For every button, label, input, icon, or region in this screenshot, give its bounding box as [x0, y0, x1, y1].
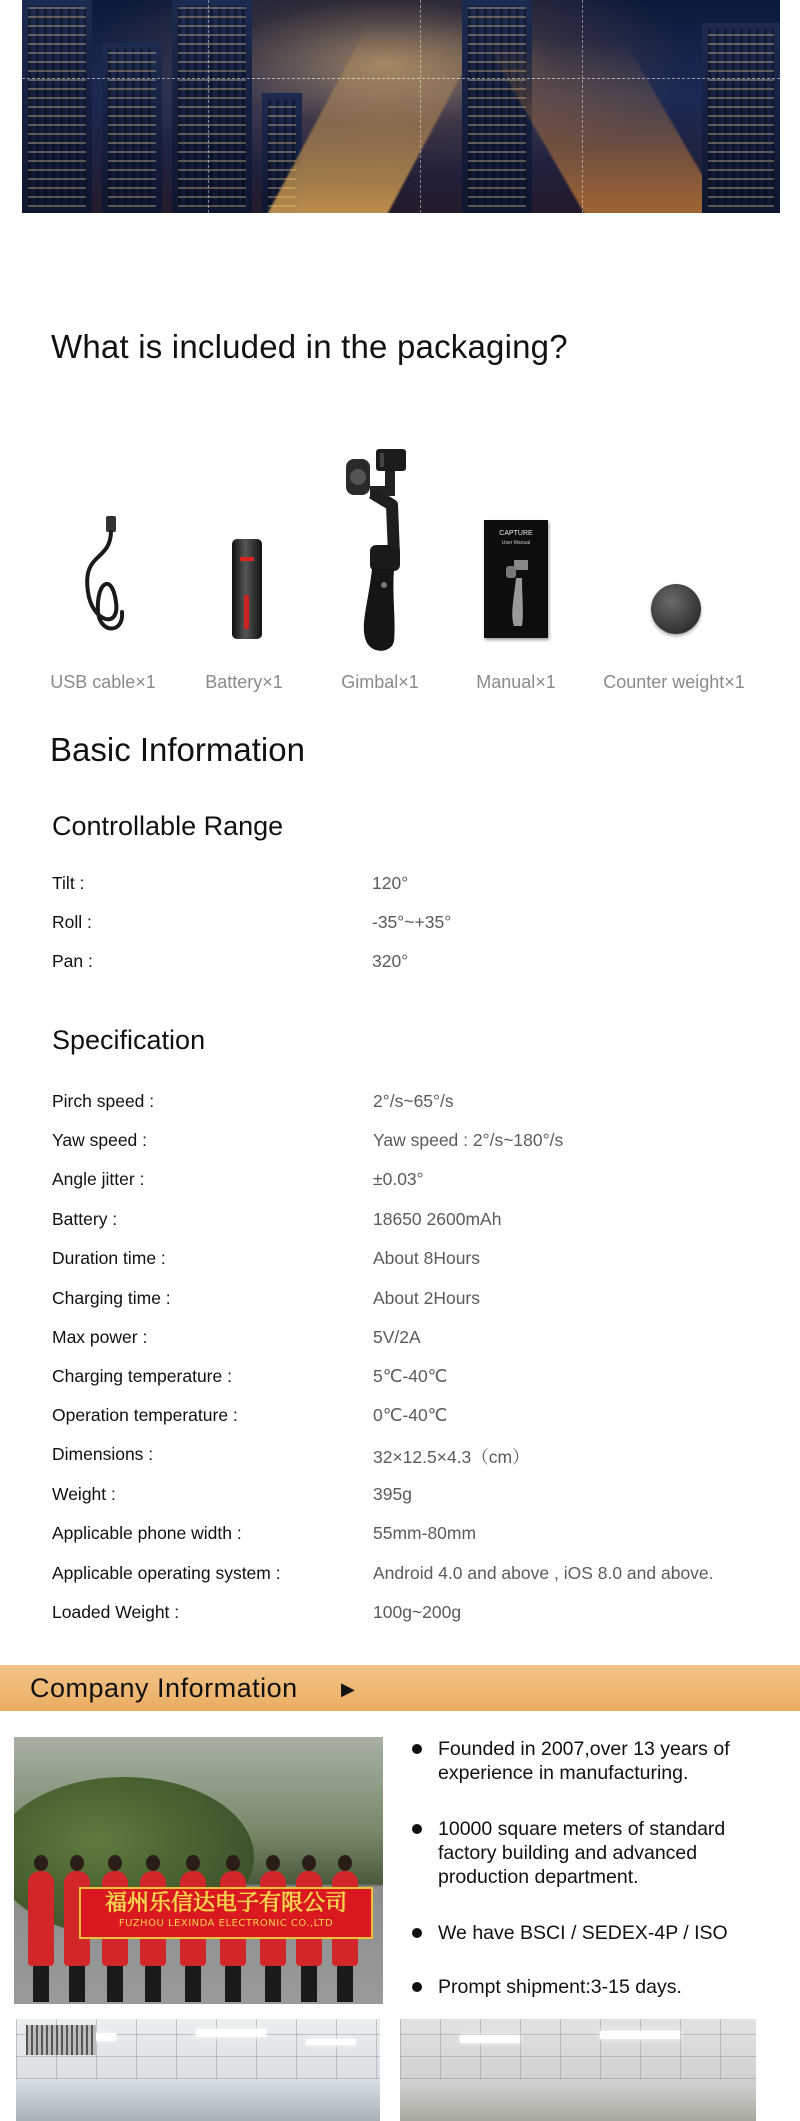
spec-value: 395g	[373, 1484, 412, 1504]
list-item-text: Founded in 2007,over 13 years of experience in manufacturing.	[438, 1738, 730, 1784]
usb-cable-icon	[74, 512, 134, 642]
spec-value: About 2Hours	[373, 1288, 481, 1308]
spec-key: Battery :	[52, 1209, 118, 1229]
spec-value: 0℃-40℃	[373, 1405, 448, 1425]
range-key: Roll :	[52, 912, 92, 932]
company-banner	[79, 1887, 373, 1939]
spec-row	[52, 1169, 772, 1199]
spec-value: Android 4.0 and above , iOS 8.0 and above.	[373, 1563, 714, 1583]
list-item-text: We have BSCI / SEDEX-4P / ISO	[438, 1922, 728, 1944]
list-item-text: 10000 square meters of standard factory building and advanced production department.	[438, 1818, 726, 1888]
spec-key: Charging time :	[52, 1288, 171, 1308]
office-photo-left	[16, 2019, 380, 2121]
spec-key: Duration time :	[52, 1248, 166, 1268]
manual-cover-title: CAPTURE	[499, 530, 533, 537]
office-photo-right	[400, 2019, 756, 2121]
spec-row	[52, 1523, 772, 1553]
range-row-pan	[52, 951, 772, 981]
spec-key: Pirch speed :	[52, 1091, 155, 1111]
company-info-heading: Company Information	[30, 1673, 298, 1703]
item-label-counter-weight: Counter weight×1	[603, 672, 745, 692]
range-row-tilt	[52, 873, 772, 903]
basic-info-heading: Basic Information	[50, 731, 305, 768]
spec-row	[52, 1602, 772, 1632]
item-label-manual: Manual×1	[476, 672, 556, 692]
battery-icon	[230, 537, 264, 641]
spec-row	[52, 1366, 772, 1396]
bullet-icon	[412, 1928, 422, 1938]
packaging-heading: What is included in the packaging?	[51, 328, 568, 365]
spec-key: Charging temperature :	[52, 1366, 232, 1386]
item-label-usb-cable: USB cable×1	[50, 672, 156, 692]
spec-row	[52, 1209, 772, 1239]
spec-row	[52, 1484, 772, 1514]
range-key: Tilt :	[52, 873, 85, 893]
bullet-icon	[412, 1982, 422, 1992]
banner-chinese-text: 福州乐信达电子有限公司	[104, 1891, 347, 1916]
spec-row	[52, 1444, 772, 1474]
spec-row	[52, 1405, 772, 1435]
item-label-battery: Battery×1	[205, 672, 283, 692]
spec-value: Yaw speed : 2°/s~180°/s	[373, 1130, 564, 1150]
spec-key: Dimensions :	[52, 1444, 154, 1464]
spec-value: 55mm-80mm	[373, 1523, 477, 1543]
spec-key: Yaw speed :	[52, 1130, 148, 1150]
bullet-icon	[412, 1744, 422, 1754]
range-value: 320°	[372, 951, 409, 971]
spec-row	[52, 1288, 772, 1318]
spec-value: ±0.03°	[373, 1169, 424, 1189]
range-value: -35°~+35°	[372, 912, 452, 932]
spec-value: 2°/s~65°/s	[373, 1091, 454, 1111]
bullet-icon	[412, 1824, 422, 1834]
team-photo	[14, 1737, 383, 2004]
counter-weight-icon	[651, 584, 701, 634]
item-label-gimbal: Gimbal×1	[341, 672, 419, 692]
spec-key: Operation temperature :	[52, 1405, 238, 1425]
spec-value: 5V/2A	[373, 1327, 421, 1347]
spec-key: Max power :	[52, 1327, 148, 1347]
spec-key: Applicable operating system :	[52, 1563, 281, 1583]
controllable-range-heading: Controllable Range	[52, 811, 284, 841]
spec-key: Angle jitter :	[52, 1169, 145, 1189]
gimbal-icon	[332, 445, 412, 655]
range-row-roll	[52, 912, 772, 942]
spec-row	[52, 1248, 772, 1278]
spec-row	[52, 1130, 772, 1160]
manual-cover-subtitle: User Manual	[501, 540, 531, 546]
spec-value: About 8Hours	[373, 1248, 481, 1268]
hero-city-image	[22, 0, 780, 213]
banner-english-text: FUZHOU LEXINDA ELECTRONIC CO.,LTD	[118, 1918, 334, 1929]
specification-heading: Specification	[52, 1025, 206, 1055]
arrow-right-icon: ▶	[341, 1679, 355, 1700]
company-info-bar	[0, 1665, 800, 1711]
spec-row	[52, 1563, 772, 1593]
spec-row	[52, 1091, 772, 1121]
spec-value: 32×12.5×4.3（cm）	[373, 1447, 530, 1467]
list-item-text: Prompt shipment:3-15 days.	[438, 1976, 682, 1998]
range-value: 120°	[372, 873, 409, 893]
spec-value: 100g~200g	[373, 1602, 462, 1622]
spec-key: Applicable phone width :	[52, 1523, 242, 1543]
spec-value: 5℃-40℃	[373, 1366, 448, 1386]
manual-icon	[484, 520, 548, 638]
spec-row	[52, 1327, 772, 1357]
range-key: Pan :	[52, 951, 93, 971]
spec-value: 18650 2600mAh	[373, 1209, 502, 1229]
spec-key: Weight :	[52, 1484, 116, 1504]
spec-key: Loaded Weight :	[52, 1602, 180, 1622]
